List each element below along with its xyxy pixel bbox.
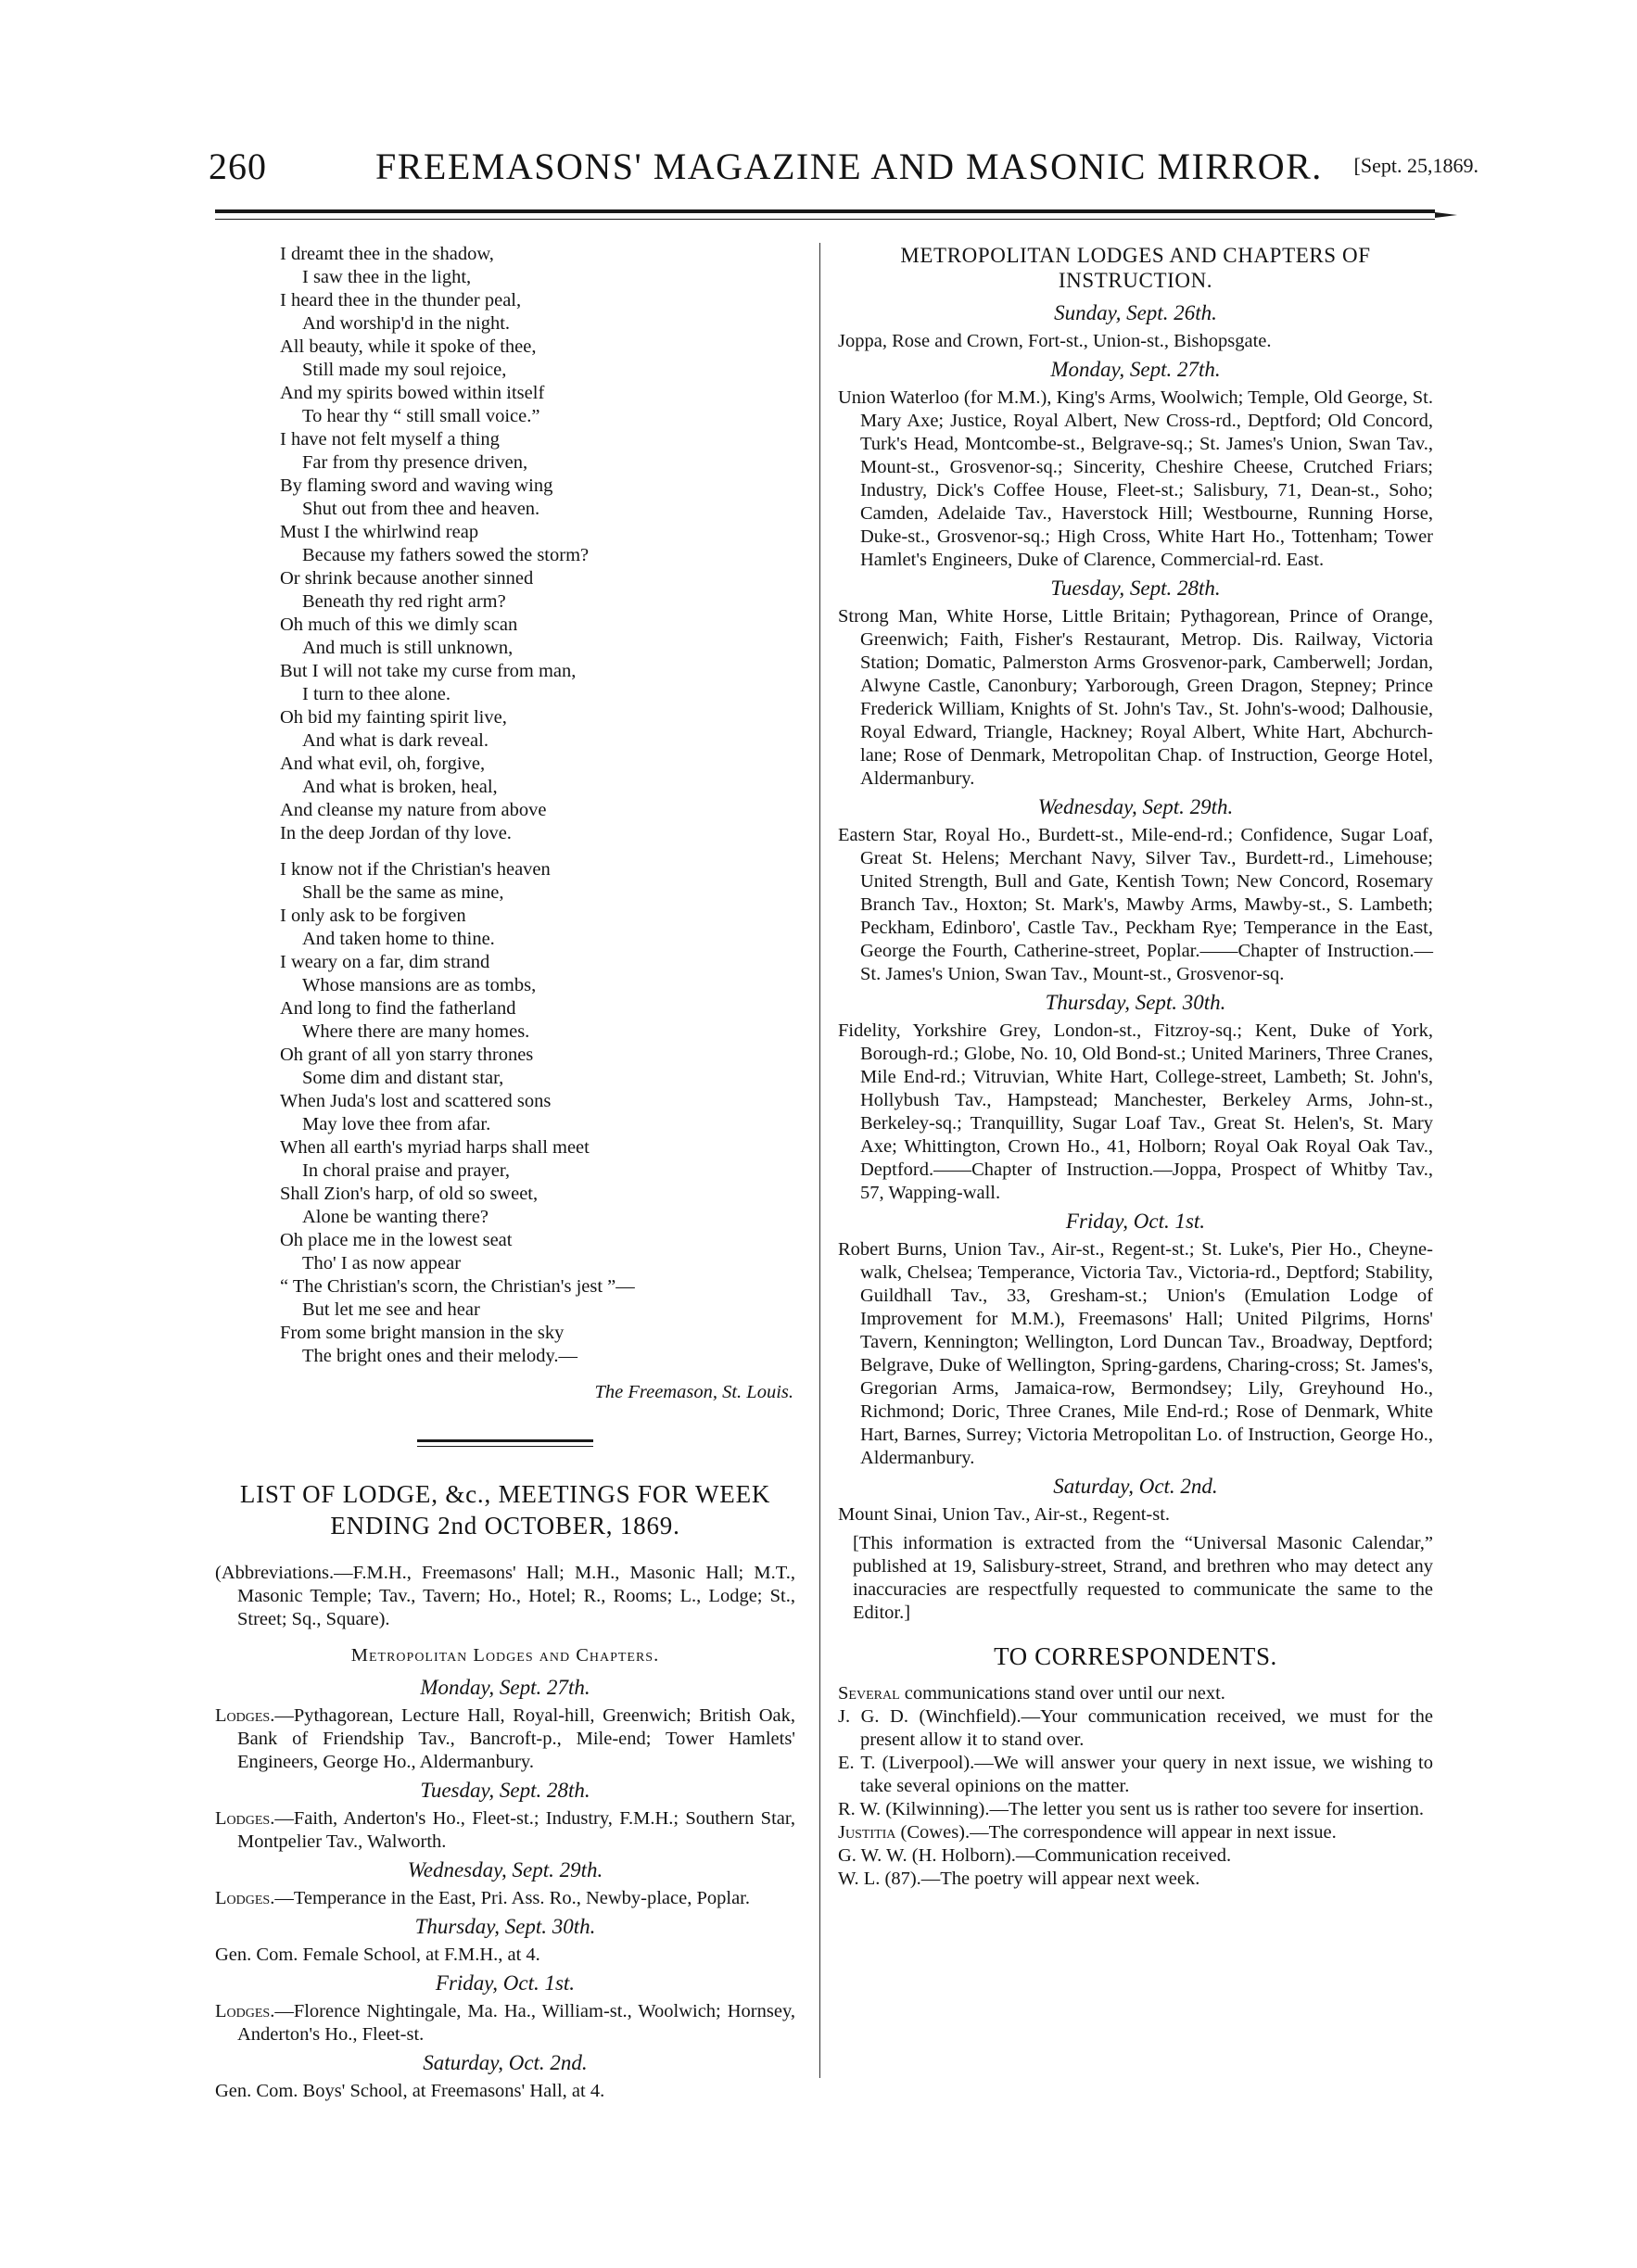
poem-line: Shall Zion's harp, of old so sweet, (280, 1184, 539, 1204)
correspondent-lead: Several (838, 1683, 900, 1704)
entry-text: Gen. Com. Female School, at F.M.H., at 4. (215, 1945, 540, 1965)
instruction-title-line1: METROPOLITAN LODGES AND CHAPTERS OF (900, 244, 1371, 267)
abbreviations: (Abbreviations.—F.M.H., Freemasons' Hall; M.H., Masonic Hall; M.T., Masonic Temple; Tav., Tavern; Ho., Hotel; R., Rooms; L., Lodge; St., Street; Sq., Square). (215, 1563, 795, 1629)
poem-line: I have not felt myself a thing (280, 429, 500, 450)
calendar-note: [This information is extracted from the “Universal Masonic Calendar,” published at 19, Salisbury-street, Strand, and brethren who may detect any inaccuracies are respectfully requested to communicate the same to the Editor.] (853, 1533, 1433, 1623)
entry-lead: Lodges. (215, 1808, 275, 1829)
day-heading: Friday, Oct. 1st. (1065, 1210, 1206, 1233)
day-heading: Tuesday, Sept. 28th. (1050, 577, 1221, 600)
poem-line: But I will not take my curse from man, (280, 661, 577, 681)
day-heading: Tuesday, Sept. 28th. (420, 1779, 590, 1802)
poem-line: And taken home to thine. (302, 929, 495, 949)
correspondent-text: communications stand over until our next. (899, 1683, 1225, 1704)
entry-text: —Temperance in the East, Pri. Ass. Ro., Newby-place, Poplar. (274, 1888, 750, 1908)
poem-line: In choral praise and prayer, (302, 1160, 510, 1181)
right-column (838, 243, 1433, 1891)
poem-line: And what is broken, heal, (302, 777, 498, 797)
instruction-title-line2: INSTRUCTION. (1058, 269, 1213, 292)
poem-line: I turn to thee alone. (302, 684, 450, 704)
entry-text: —Florence Nightingale, Ma. Ha., William-st., Woolwich; Hornsey, Anderton's Ho., Fleet-st. (237, 2001, 795, 2045)
meeting-entry (215, 1704, 795, 1774)
correspondent-text: (Cowes).—The correspondence will appear in next issue. (895, 1822, 1337, 1843)
day-heading: Sunday, Sept. 26th. (1054, 301, 1217, 324)
correspondent-item (838, 1821, 1433, 1844)
poem-line: Because my fathers sowed the storm? (302, 545, 590, 565)
poem-line: And much is still unknown, (302, 638, 514, 658)
section-rule-thin (417, 1446, 593, 1447)
poem-line: Shut out from thee and heaven. (302, 499, 540, 519)
poem-line: Oh grant of all yon starry thrones (280, 1045, 534, 1065)
meeting-entry (215, 1944, 795, 1967)
poem-line: By flaming sword and waving wing (280, 475, 553, 496)
correspondent-text: W. L. (87).—The poetry will appear next week. (838, 1869, 1200, 1889)
meetings-by-day (215, 1675, 795, 2103)
instruction-entry: Mount Sinai, Union Tav., Air-st., Regent-st. (838, 1504, 1171, 1525)
poem-line: When all earth's myriad harps shall meet (280, 1137, 590, 1158)
poem-line: Far from thy presence driven, (302, 452, 528, 473)
poem-line: Shall be the same as mine, (302, 882, 504, 903)
poem-line: I heard thee in the thunder peal, (280, 290, 522, 310)
correspondents-list (838, 1682, 1433, 1891)
poem-line: But let me see and hear (302, 1299, 480, 1320)
poem-line: May love thee from afar. (302, 1114, 491, 1134)
correspondent-text: E. T. (Liverpool).—We will answer your query in next issue, we wishing to take several opinions on the matter. (838, 1753, 1433, 1796)
correspondent-item (838, 1705, 1433, 1752)
poem-line: And worship'd in the night. (302, 313, 511, 334)
poem-line: And long to find the fatherland (280, 998, 516, 1019)
poem-line: When Juda's lost and scattered sons (280, 1091, 552, 1111)
issue-date: [Sept. 25,1869. (1353, 154, 1478, 177)
poem-line: Oh bid my fainting spirit live, (280, 707, 507, 728)
entry-lead: Lodges. (215, 2001, 275, 2021)
correspondent-item (838, 1798, 1433, 1821)
header-rule-flourish (1435, 212, 1457, 218)
meeting-entry (215, 1887, 795, 1910)
poem-line: Where there are many homes. (302, 1021, 530, 1042)
poem-line: And cleanse my nature from above (280, 800, 547, 820)
poem-line: Or shrink because another sinned (280, 568, 534, 589)
poem-line: I only ask to be forgiven (280, 906, 466, 926)
poem-line: I know not if the Christian's heaven (280, 859, 551, 880)
correspondent-item (838, 1682, 1433, 1705)
poem-line: Some dim and distant star, (302, 1068, 504, 1088)
section-rule (417, 1439, 593, 1442)
page-number: 260 (209, 146, 267, 187)
poem-line: Oh much of this we dimly scan (280, 615, 518, 635)
day-heading: Thursday, Sept. 30th. (1045, 991, 1226, 1014)
instruction-entry: Union Waterloo (for M.M.), King's Arms, Woolwich; Temple, Old George, St. Mary Axe; Justice, Royal Albert, New Cross-rd., Deptford; Old Concord, Turk's Head, Montcombe-st., Belgrave-sq.; St. James's Union, Swan Tav., Mount-st., Grosvenor-sq.; Sincerity, Cheshire Cheese, Crutched Friars; Industry, Dick's Coffee House, Fleet-st.; Salisbury, 71, Dean-st., Soho; Camden, Adelaide Tav., Haverstock Hill; Westbourne, Running Horse, Duke-st., Grosvenor-sq.; High Cross, White Hart Ho., Tottenham; Tower Hamlet's Engineers, Duke of Clarence, Commercial-rd. East. (838, 387, 1433, 570)
poem-line: In the deep Jordan of thy love. (280, 823, 512, 843)
metropolitan-subheading: Metropolitan Lodges and Chapters. (350, 1645, 660, 1666)
poem-stanza (280, 243, 795, 845)
correspondents-title: TO CORRESPONDENTS. (994, 1642, 1277, 1670)
entry-lead: Lodges. (215, 1888, 275, 1908)
correspondent-item (838, 1844, 1433, 1868)
poem-attribution: The Freemason, St. Louis. (594, 1382, 793, 1402)
entry-lead: Lodges. (215, 1705, 275, 1726)
header-rule-thick (215, 209, 1435, 213)
poem-line: And what evil, oh, forgive, (280, 754, 486, 774)
day-heading: Saturday, Oct. 2nd. (1053, 1475, 1218, 1498)
meetings-list-title (215, 1478, 795, 1541)
entry-text: —Faith, Anderton's Ho., Fleet-st.; Industry, F.M.H.; Southern Star, Montpelier Tav., Walworth. (237, 1808, 795, 1852)
correspondent-item (838, 1868, 1433, 1891)
poem-line: Oh place me in the lowest seat (280, 1230, 513, 1250)
day-heading: Monday, Sept. 27th. (420, 1676, 590, 1699)
poem-line: Must I the whirlwind reap (280, 522, 479, 542)
instruction-entry: Eastern Star, Royal Ho., Burdett-st., Mile-end-rd.; Confidence, Sugar Loaf, Great St. Helens; Merchant Navy, Silver Tav., Burdett-rd., Limehouse; United Strength, Bull and Gate, Kentish Town; New Concord, Rosemary Branch Tav., Hoxton; St. Mark's, Mawby Arms, Mawby-st., S. Lambeth; Peckham, Edinboro', Castle Tav., Peckham Rye; Temperance in the East, George the Fourth, Catherine-street, Poplar.——Chapter of Instruction.—St. James's Union, Swan Tav., Mount-st., Grosvenor-sq. (838, 825, 1433, 984)
poem-line: Alone be wanting there? (302, 1207, 489, 1227)
poem-line: From some bright mansion in the sky (280, 1323, 565, 1343)
day-heading: Friday, Oct. 1st. (435, 1971, 576, 1995)
left-column (215, 243, 795, 2103)
poem (280, 243, 795, 1368)
instruction-title (838, 243, 1433, 293)
poem-line: I saw thee in the light, (302, 267, 472, 287)
instruction-entry: Robert Burns, Union Tav., Air-st., Regent-st.; St. Luke's, Pier Ho., Cheyne-walk, Chelsea; Temperance, Victoria Tav., Victoria-rd., Deptford; Stability, Guildhall Tav., 33, Gresham-st.; Union's (Emulation Lodge of Improvement for M.M.), Freemasons' Hall; United Pilgrims, Horns' Tavern, Kennington; Wellington, Lord Duncan Tav., Broadway, Deptford; Belgrave, Duke of Wellington, Spring-gardens, Charing-cross; St. James's, Gregorian Arms, Jamaica-row, Bermondsey; Lily, Greyhound Ho., Richmond; Doric, Three Cranes, Mile End-rd.; Rose of Denmark, White Hart, Barnes, Surrey; Victoria Metropolitan Lo. of Instruction, George Ho., Aldermanbury. (838, 1239, 1433, 1468)
entry-text: Gen. Com. Boys' School, at Freemasons' Hall, at 4. (215, 2081, 605, 2101)
column-separator (819, 243, 820, 2078)
day-heading: Wednesday, Sept. 29th. (1037, 795, 1234, 818)
instruction-entry: Joppa, Rose and Crown, Fort-st., Union-st., Bishopsgate. (838, 331, 1272, 351)
poem-line: Still made my soul rejoice, (302, 360, 507, 380)
poem-line: I weary on a far, dim strand (280, 952, 490, 972)
instruction-by-day (838, 300, 1433, 1527)
day-heading: Saturday, Oct. 2nd. (423, 2051, 588, 2074)
meetings-list-title-line1: LIST OF LODGE, &c., MEETINGS FOR WEEK (239, 1480, 771, 1508)
day-heading: Wednesday, Sept. 29th. (407, 1858, 603, 1882)
poem-line: Whose mansions are as tombs, (302, 975, 537, 995)
day-heading: Monday, Sept. 27th. (1050, 358, 1221, 381)
day-heading: Thursday, Sept. 30th. (414, 1915, 596, 1938)
correspondent-text: J. G. D. (Winchfield).—Your communication received, we must for the present allow it to stand over. (838, 1706, 1433, 1750)
poem-line: Tho' I as now appear (302, 1253, 462, 1273)
correspondent-lead: Justitia (838, 1822, 896, 1843)
poem-line: “ The Christian's scorn, the Christian's jest ”— (280, 1276, 635, 1297)
instruction-entry: Strong Man, White Horse, Little Britain; Pythagorean, Prince of Orange, Greenwich; Faith, Fisher's Restaurant, Metrop. Dis. Railway, Victoria Station; Domatic, Palmerston Arms Grosvenor-park, Camberwell; Jordan, Alwyne Castle, Canonbury; Yarborough, Green Dragon, Stepney; Prince Frederick William, Knights of St. John's Tav., St. John's-wood; Dalhousie, Royal Edward, Triangle, Hackney; Royal Albert, White Hart, Abchurch-lane; Rose of Denmark, Metropolitan Chap. of Instruction, George Hotel, Aldermanbury. (838, 606, 1433, 789)
correspondent-text: G. W. W. (H. Holborn).—Communication received. (838, 1845, 1232, 1866)
meeting-entry (215, 2080, 795, 2103)
meeting-entry (215, 1807, 795, 1854)
poem-line: All beauty, while it spoke of thee, (280, 336, 537, 357)
entry-text: —Pythagorean, Lecture Hall, Royal-hill, Greenwich; British Oak, Bank of Friendship Tav., Bancroft-p., Mile-end; Tower Hamlets' Engineers, George Ho., Aldermanbury. (237, 1705, 795, 1772)
poem-line: And my spirits bowed within itself (280, 383, 545, 403)
meeting-entry (215, 2000, 795, 2046)
page-header (209, 145, 1478, 196)
poem-line: And what is dark reveal. (302, 730, 489, 751)
meetings-list-title-line2: ENDING 2nd OCTOBER, 1869. (330, 1512, 680, 1539)
poem-stanza (280, 858, 795, 1368)
magazine-title: FREEMASONS' MAGAZINE AND MASONIC MIRROR. (375, 146, 1323, 187)
header-rule-thin (215, 219, 1435, 220)
poem-line: I dreamt thee in the shadow, (280, 244, 494, 264)
poem-line: The bright ones and their melody.— (302, 1346, 577, 1366)
poem-line: Beneath thy red right arm? (302, 591, 506, 612)
poem-line: To hear thy “ still small voice.” (302, 406, 540, 426)
correspondent-item (838, 1752, 1433, 1798)
correspondent-text: R. W. (Kilwinning).—The letter you sent us is rather too severe for insertion. (838, 1799, 1424, 1819)
instruction-entry: Fidelity, Yorkshire Grey, London-st., Fitzroy-sq.; Kent, Duke of York, Borough-rd.; Globe, No. 10, Old Bond-st.; United Mariners, Three Cranes, Mile End-rd.; Vitruvian, White Hart, College-street, Lambeth; St. John's, Hollybush Tav., Hampstead; Manchester, Berkeley Arms, John-st., Berkeley-sq.; Tranquillity, Sugar Loaf Tav., Great St. Helen's, St. Mary Axe; Whittington, Crown Ho., 41, Holborn; Royal Oak Royal Oak Tav., Deptford.——Chapter of Instruction.—Joppa, Prospect of Whitby Tav., 57, Wapping-wall. (838, 1020, 1433, 1203)
